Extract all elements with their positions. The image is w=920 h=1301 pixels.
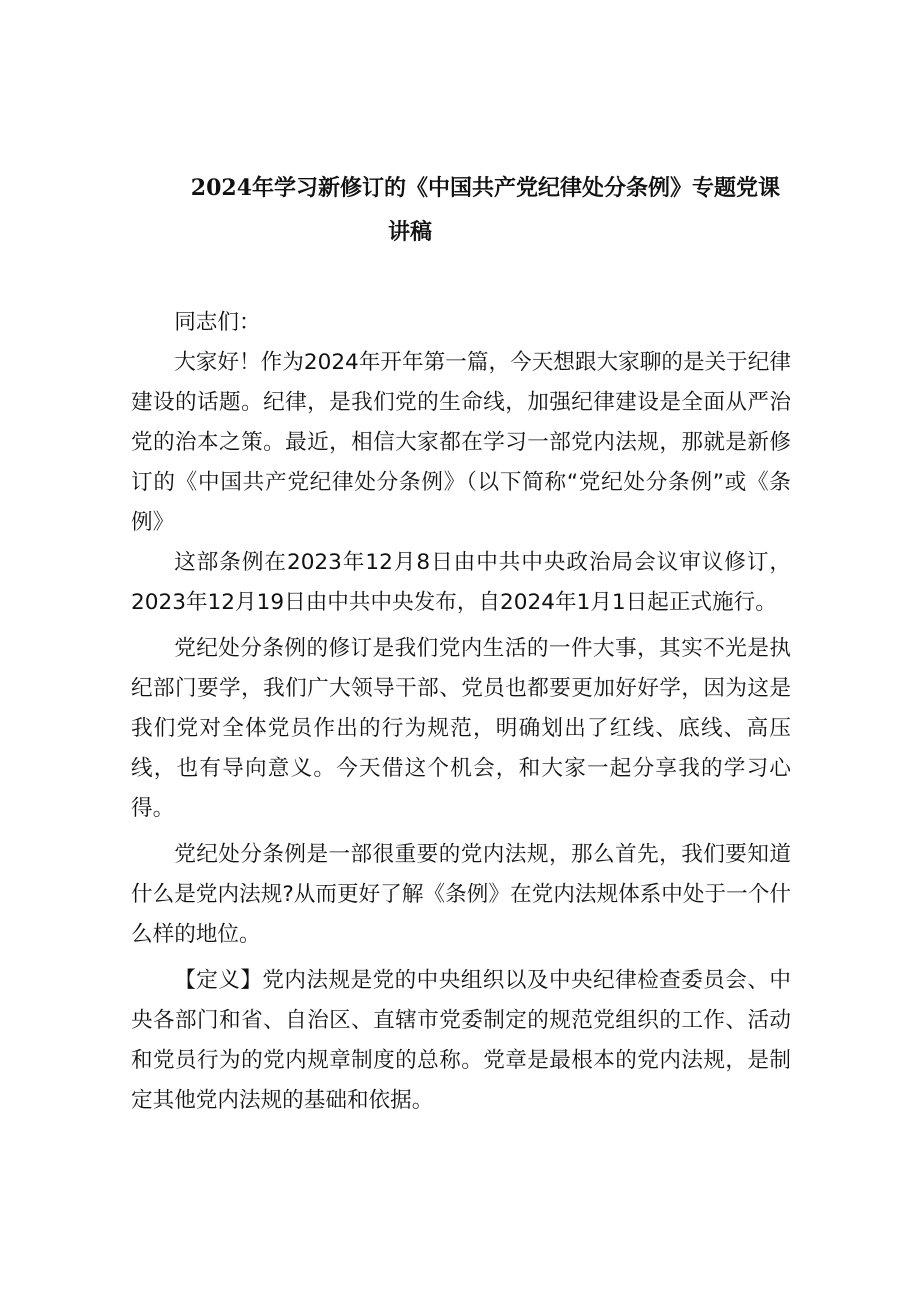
title-line-2: 讲稿 bbox=[388, 219, 433, 245]
document-body bbox=[131, 303, 791, 1121]
paragraph-intro: 大家好！作为2024年开年第一篇，今天想跟大家聊的是关于纪律建设的话题。纪律，是我们党的生命线，加强纪律建设是全面从严治党的治本之策。最近，相信大家都在学习一部党内法规，那就是新修订的《中国共产党纪律处分条例》（以下简称“党纪处分条例”或《条例》 bbox=[131, 350, 791, 535]
salutation: 同志们： bbox=[174, 310, 261, 335]
paragraph-significance: 党纪处分条例的修订是我们党内生活的一件大事，其实不光是执纪部门要学，我们广大领导干部、党员也都要更加好好学，因为这是我们党对全体党员作出的行为规范，明确划出了红线、底线、高压线，也有导向意义。今天借这个机会，和大家一起分享我的学习心得。 bbox=[131, 636, 791, 821]
paragraph-definition: 【定义】党内法规是党的中央组织以及中央纪律检查委员会、中央各部门和省、自治区、直辖市党委制定的规范党组织的工作、活动和党员行为的党内规章制度的总称。党章是最根本的党内法规，是制定其他党内法规的基础和依据。 bbox=[131, 968, 791, 1113]
title-line-1: 2024年学习新修订的《中国共产党纪律处分条例》专题党课 bbox=[190, 175, 780, 201]
paragraph-dates: 这部条例在2023年12月8日由中共中央政治局会议审议修订，2023年12月19日由中共中央发布，自2024年1月1日起正式施行。 bbox=[131, 550, 791, 615]
document-title bbox=[130, 166, 780, 254]
paragraph-question: 党纪处分条例是一部很重要的党内法规，那么首先，我们要知道什么是党内法规?从而更好了解《条例》在党内法规体系中处于一个什么样的地位。 bbox=[131, 842, 791, 947]
